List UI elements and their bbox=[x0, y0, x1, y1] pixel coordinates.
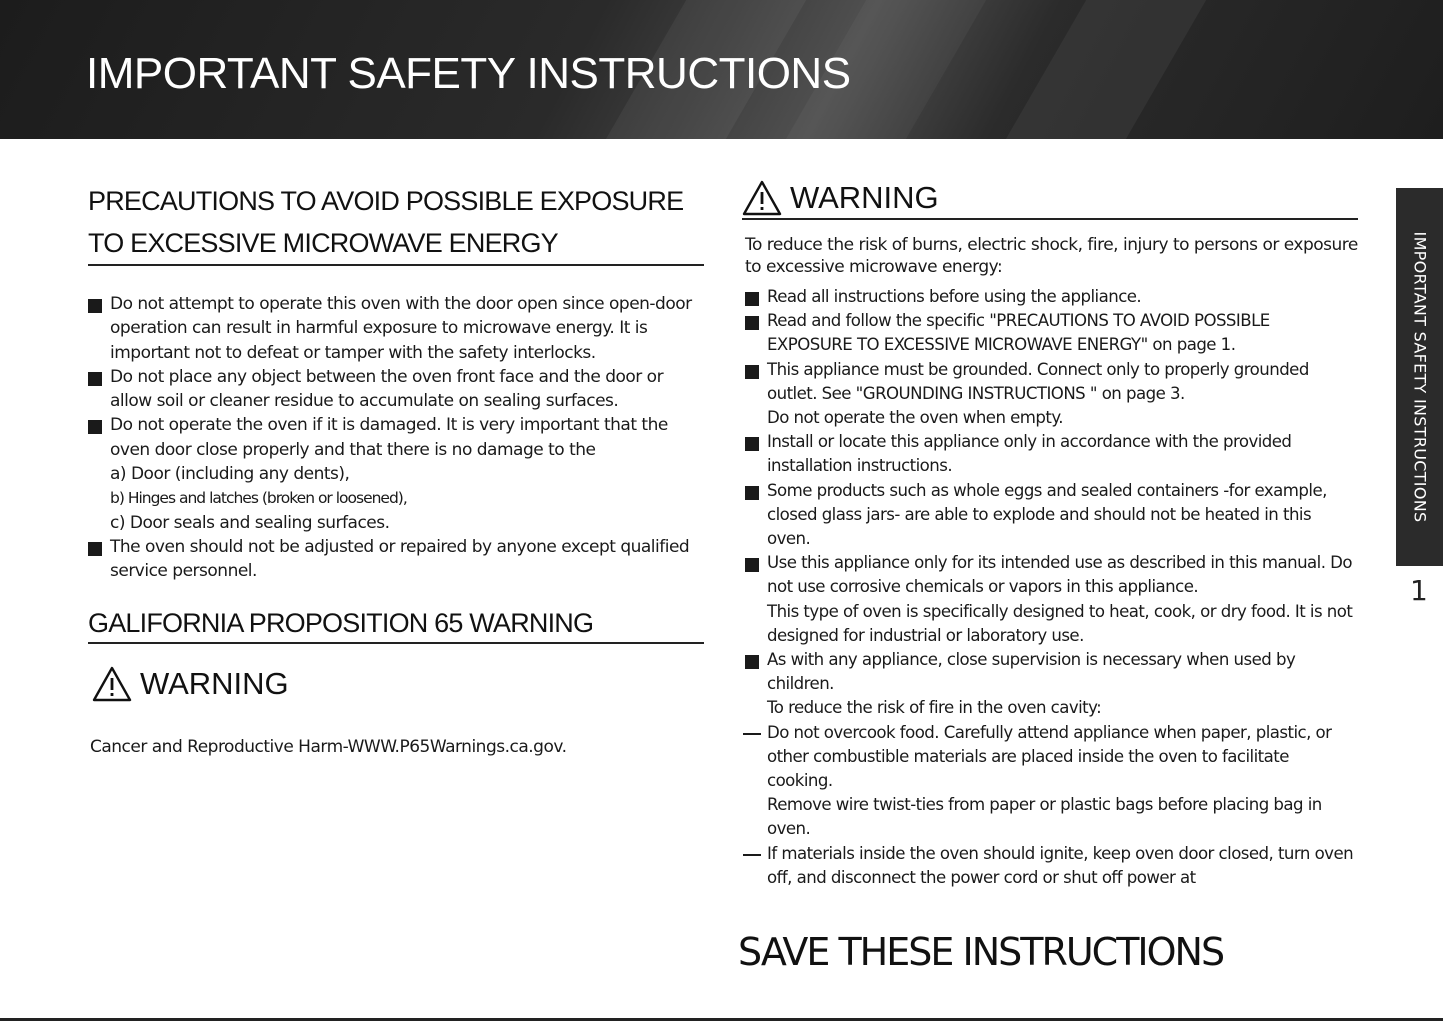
page-header bbox=[0, 0, 1443, 139]
save-instructions-heading: SAVE THESE INSTRUCTIONS bbox=[738, 930, 1224, 974]
list-item: This type of oven is specifically designed to heat, cook, or dry food. It is not designed for industrial or laboratory use. bbox=[767, 601, 1353, 645]
warning-label: WARNING bbox=[790, 180, 939, 215]
side-tab-label: IMPORTANT SAFETY INSTRUCTIONS bbox=[1410, 231, 1429, 523]
list-item: Read all instructions before using the appliance. bbox=[745, 285, 1358, 309]
list-item: Do not place any object between the oven front face and the door or allow soil or cleaner residue to accumulate on sealing surfaces. bbox=[88, 365, 704, 414]
list-item bbox=[88, 413, 704, 534]
list-item: This appliance must be grounded. Connect only to properly grounded outlet. See "GROUNDING INSTRUCTIONS " on page 3. bbox=[745, 358, 1358, 406]
precautions-heading-line1: PRECAUTIONS TO AVOID POSSIBLE EXPOSURE bbox=[88, 186, 684, 216]
california-warning-label: WARNING bbox=[140, 665, 289, 701]
page-number: 1 bbox=[1410, 574, 1428, 607]
list-item: Read and follow the specific "PRECAUTIONS TO AVOID POSSIBLE EXPOSURE TO EXCESSIVE MICROWAVE ENERGY" on page 1. bbox=[745, 309, 1358, 357]
warning-list bbox=[745, 285, 1358, 890]
precautions-list bbox=[88, 292, 704, 584]
warning-triangle-icon bbox=[742, 180, 782, 216]
warning-triangle-icon bbox=[92, 666, 132, 702]
list-item: The oven should not be adjusted or repaired by anyone except qualified service personnel. bbox=[88, 535, 704, 584]
list-item: Do not overcook food. Carefully attend appliance when paper, plastic, or other combustible materials are placed inside the oven to facilitate cooking. bbox=[745, 721, 1358, 794]
list-item: If materials inside the oven should ignite, keep oven door closed, turn oven off, and disconnect the power cord or shut off power at bbox=[745, 842, 1358, 890]
list-item: Some products such as whole eggs and sealed containers -for example, closed glass jars- are able to explode and should not be heated in this oven. bbox=[745, 479, 1358, 552]
list-item: Remove wire twist-ties from paper or plastic bags before placing bag in oven. bbox=[767, 795, 1322, 839]
list-item: Do not operate the oven when empty. bbox=[767, 408, 1063, 428]
warning-heading bbox=[742, 180, 1358, 220]
sub-item-seals: c) Door seals and sealing surfaces. bbox=[110, 512, 390, 533]
right-column bbox=[742, 180, 1358, 890]
precautions-heading bbox=[88, 180, 704, 266]
list-item: Do not attempt to operate this oven with the door open since open-door operation can result in harmful exposure to microwave energy. It is important not to defeat or tamper with the safety interlocks. bbox=[88, 292, 704, 365]
list-item: Use this appliance only for its intended use as described in this manual. Do not use corrosive chemicals or vapors in this appliance. bbox=[745, 551, 1358, 599]
left-column bbox=[88, 180, 704, 758]
california-heading: GALIFORNIA PROPOSITION 65 WARNING bbox=[88, 604, 704, 644]
sub-item-hinges: b) Hinges and latches (broken or loosened), bbox=[110, 489, 407, 508]
header-decor-stripe bbox=[971, 0, 1230, 139]
list-item: As with any appliance, close supervision is necessary when used by children. bbox=[745, 648, 1358, 696]
precautions-heading-line2: TO EXCESSIVE MICROWAVE ENERGY bbox=[88, 228, 558, 258]
side-tab bbox=[1396, 188, 1443, 566]
list-item: Install or locate this appliance only in accordance with the provided installation instructions. bbox=[745, 430, 1358, 478]
page-title: IMPORTANT SAFETY INSTRUCTIONS bbox=[86, 49, 851, 98]
sub-item-door: a) Door (including any dents), bbox=[110, 464, 350, 485]
california-warning-heading bbox=[92, 666, 704, 702]
california-warning-text: Cancer and Reproductive Harm-WWW.P65Warnings.ca.gov. bbox=[90, 736, 567, 757]
warning-intro: To reduce the risk of burns, electric shock, fire, injury to persons or exposure to excessive microwave energy: bbox=[745, 235, 1358, 277]
list-item: To reduce the risk of fire in the oven cavity: bbox=[767, 698, 1102, 718]
list-item-text: Do not operate the oven if it is damaged. It is very important that the oven door close properly and that there is no damage to the bbox=[110, 415, 668, 460]
